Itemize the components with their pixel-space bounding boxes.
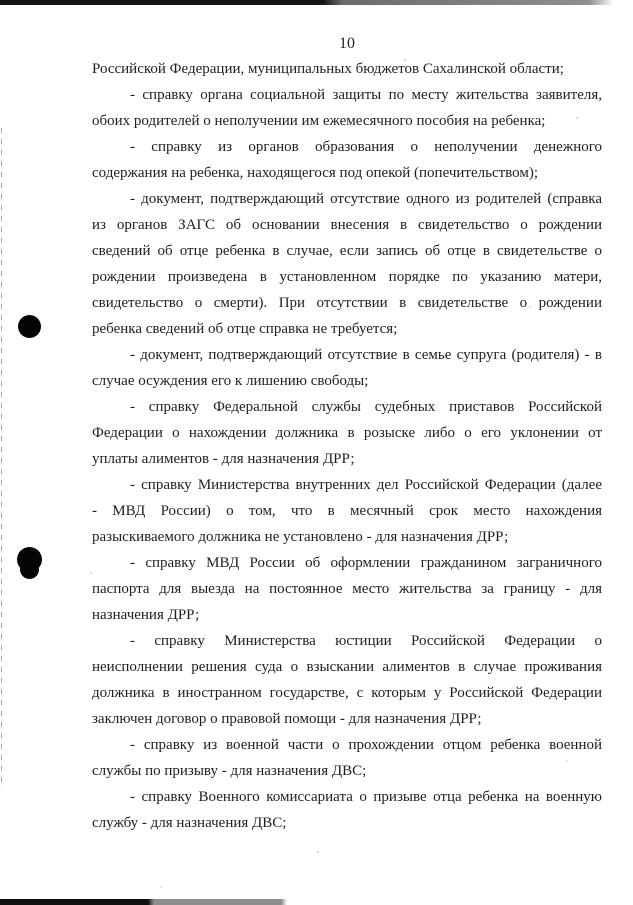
text-line: - справку Министерства юстиции Российской Федерации о <box>130 633 602 649</box>
scan-edge-bottom-bar <box>0 899 633 905</box>
hole-punch-mark <box>18 315 41 338</box>
text-line: - документ, подтверждающий отсутствие одного из родителей (справка <box>130 191 602 207</box>
text-line: должника в иностранном государстве, с которым у Российской Федерации <box>92 685 602 701</box>
text-line: разыскиваемого должника не установлено - для назначения ДРР; <box>92 529 509 545</box>
text-line: заключен договор о правовой помощи - для назначения ДРР; <box>92 711 482 727</box>
page-number: 10 <box>339 35 355 52</box>
text-line: - справку Федеральной службы судебных приставов Российской <box>130 399 602 415</box>
text-line: назначения ДРР; <box>92 607 200 623</box>
text-line: службы по призыву - для назначения ДВС; <box>92 763 367 779</box>
text-line: случае осуждения его к лишению свободы; <box>92 373 369 389</box>
text-line: паспорта для выезда на постоянное место жительства за границу - для <box>92 581 602 597</box>
text-line: сведений об отце ребенка в случае, если запись об отце в свидетельстве о <box>92 243 602 259</box>
text-line: ребенка сведений об отце справка не требуется; <box>92 321 398 337</box>
text-line: уплаты алиментов - для назначения ДРР; <box>92 451 355 467</box>
text-line: - справку Министерства внутренних дел Российской Федерации (далее <box>130 477 602 493</box>
text-line: - справку из военной части о прохождении отцом ребенка военной <box>130 737 602 753</box>
text-line: - справку органа социальной защиты по месту жительства заявителя, <box>130 87 602 103</box>
text-line: - документ, подтверждающий отсутствие в семье супруга (родителя) - в <box>130 347 602 363</box>
scan-edge-top-bar <box>0 0 633 5</box>
text-line: содержания на ребенка, находящегося под опекой (попечительством); <box>92 165 539 181</box>
text-line: Федерации о нахождении должника в розыске либо о его уклонении от <box>92 425 602 441</box>
document-body-text <box>92 56 602 836</box>
text-line: рождении произведена в установленном порядке по указанию матери, <box>92 269 602 285</box>
text-line: службу - для назначения ДВС; <box>92 815 287 831</box>
text-line: неисполнении решения суда о взыскании алиментов в случае проживания <box>92 659 602 675</box>
scan-left-edge-line <box>1 128 2 788</box>
text-line: Российской Федерации, муниципальных бюджетов Сахалинской области; <box>92 61 564 77</box>
text-line: - справку Военного комиссариата о призыве отца ребенка на военную <box>130 789 602 805</box>
text-line: из органов ЗАГС об основании внесения в свидетельство о рождении <box>92 217 602 233</box>
scan-noise-specks <box>0 0 2 2</box>
hole-punch-mark <box>17 547 42 572</box>
text-line: обоих родителей о неполучении им ежемесячного пособия на ребенка; <box>92 113 546 129</box>
text-line: свидетельство о смерти). При отсутствии в свидетельстве о рождении <box>92 295 602 311</box>
text-line: - справку МВД России об оформлении гражданином заграничного <box>130 555 602 571</box>
text-line: - МВД России) о том, что в месячный срок место нахождения <box>92 503 602 519</box>
text-line: - справку из органов образования о неполучении денежного <box>130 139 602 155</box>
